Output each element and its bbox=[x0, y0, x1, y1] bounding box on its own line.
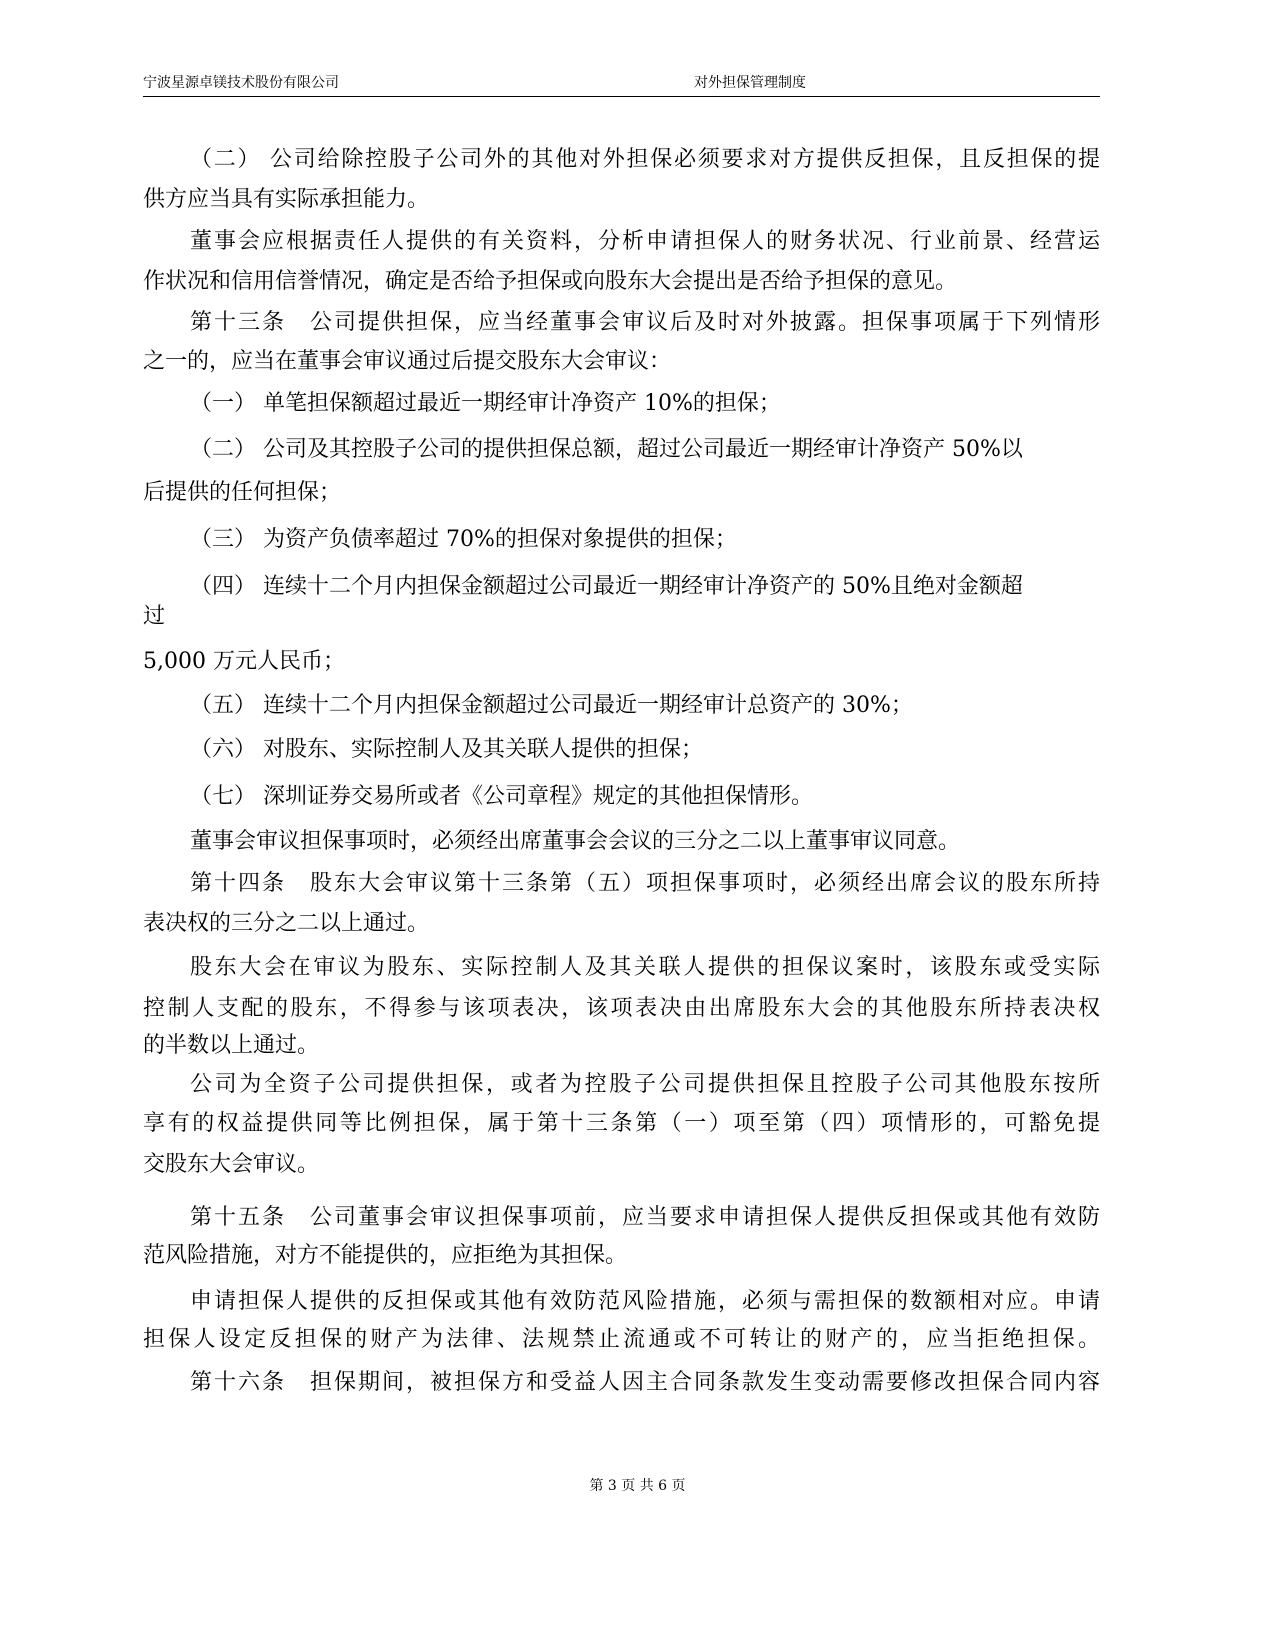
text-line: 作状况和信用信誉情况，确定是否给予担保或向股东大会提出是否给予担保的意见。 bbox=[143, 269, 958, 294]
text-line: 供方应当具有实际承担能力。 bbox=[143, 187, 430, 212]
text-line: 交股东大会审议。 bbox=[143, 1152, 320, 1177]
text-line: 范风险措施，对方不能提供的，应拒绝为其担保。 bbox=[143, 1243, 628, 1268]
text-line: （五） 连续十二个月内担保金额超过公司最近一期经审计总资产的 30%； bbox=[190, 693, 913, 718]
text-line: （一） 单笔担保额超过最近一期经审计净资产 10%的担保； bbox=[190, 391, 781, 416]
text-line: 第十三条 公司提供担保，应当经董事会审议后及时对外披露。担保事项属于下列情形 bbox=[190, 310, 1100, 335]
text-line: 董事会审议担保事项时，必须经出席董事会会议的三分之二以上董事审议同意。 bbox=[190, 829, 961, 854]
text-line: （七） 深圳证券交易所或者《公司章程》规定的其他担保情形。 bbox=[190, 784, 813, 809]
text-line: 享有的权益提供同等比例担保，属于第十三条第（一）项至第（四）项情形的，可豁免提 bbox=[143, 1111, 1100, 1136]
text-line: 担保人设定反担保的财产为法律、法规禁止流通或不可转让的财产的，应当拒绝担保。 bbox=[143, 1327, 1100, 1352]
text-line: 5,000 万元人民币； bbox=[143, 649, 345, 674]
text-line: 申请担保人提供的反担保或其他有效防范风险措施，必须与需担保的数额相对应。申请 bbox=[190, 1289, 1100, 1314]
text-line: 公司为全资子公司提供担保，或者为控股子公司提供担保且控股子公司其他股东按所 bbox=[190, 1072, 1100, 1097]
header-title: 对外担保管理制度 bbox=[694, 75, 806, 91]
text-line: 控制人支配的股东，不得参与该项表决，该项表决由出席股东大会的其他股东所持表决权 bbox=[143, 996, 1100, 1021]
text-line: 表决权的三分之二以上通过。 bbox=[143, 911, 430, 936]
text-line: （四） 连续十二个月内担保金额超过公司最近一期经审计净资产的 50%且绝对金额超 bbox=[190, 574, 1023, 599]
text-line: 的半数以上通过。 bbox=[143, 1033, 320, 1058]
text-line: 第十四条 股东大会审议第十三条第（五）项担保事项时，必须经出席会议的股东所持 bbox=[190, 871, 1100, 896]
text-line: 股东大会在审议为股东、实际控制人及其关联人提供的担保议案时，该股东或受实际 bbox=[190, 955, 1100, 980]
text-line: 第十五条 公司董事会审议担保事项前，应当要求申请担保人提供反担保或其他有效防 bbox=[190, 1205, 1100, 1230]
text-line: 后提供的任何担保； bbox=[143, 480, 342, 505]
text-line: 第十六条 担保期间，被担保方和受益人因主合同条款发生变动需要修改担保合同内容 bbox=[190, 1370, 1100, 1395]
header-company: 宁波星源卓镁技术股份有限公司 bbox=[143, 75, 339, 91]
text-line: （六） 对股东、实际控制人及其关联人提供的担保； bbox=[190, 737, 703, 762]
text-line: 董事会应根据责任人提供的有关资料，分析申请担保人的财务状况、行业前景、经营运 bbox=[190, 229, 1100, 254]
text-line: （二） 公司给除控股子公司外的其他对外担保必须要求对方提供反担保，且反担保的提 bbox=[190, 147, 1100, 172]
text-line: （二） 公司及其控股子公司的提供担保总额，超过公司最近一期经审计净资产 50%以 bbox=[190, 437, 1023, 462]
text-line: 过 bbox=[143, 604, 166, 629]
header-rule bbox=[143, 96, 1100, 97]
text-line: （三） 为资产负债率超过 70%的担保对象提供的担保； bbox=[190, 527, 737, 552]
text-line: 之一的，应当在董事会审议通过后提交股东大会审议： bbox=[143, 349, 672, 374]
page-number: 第 3 页 共 6 页 bbox=[589, 1478, 686, 1494]
